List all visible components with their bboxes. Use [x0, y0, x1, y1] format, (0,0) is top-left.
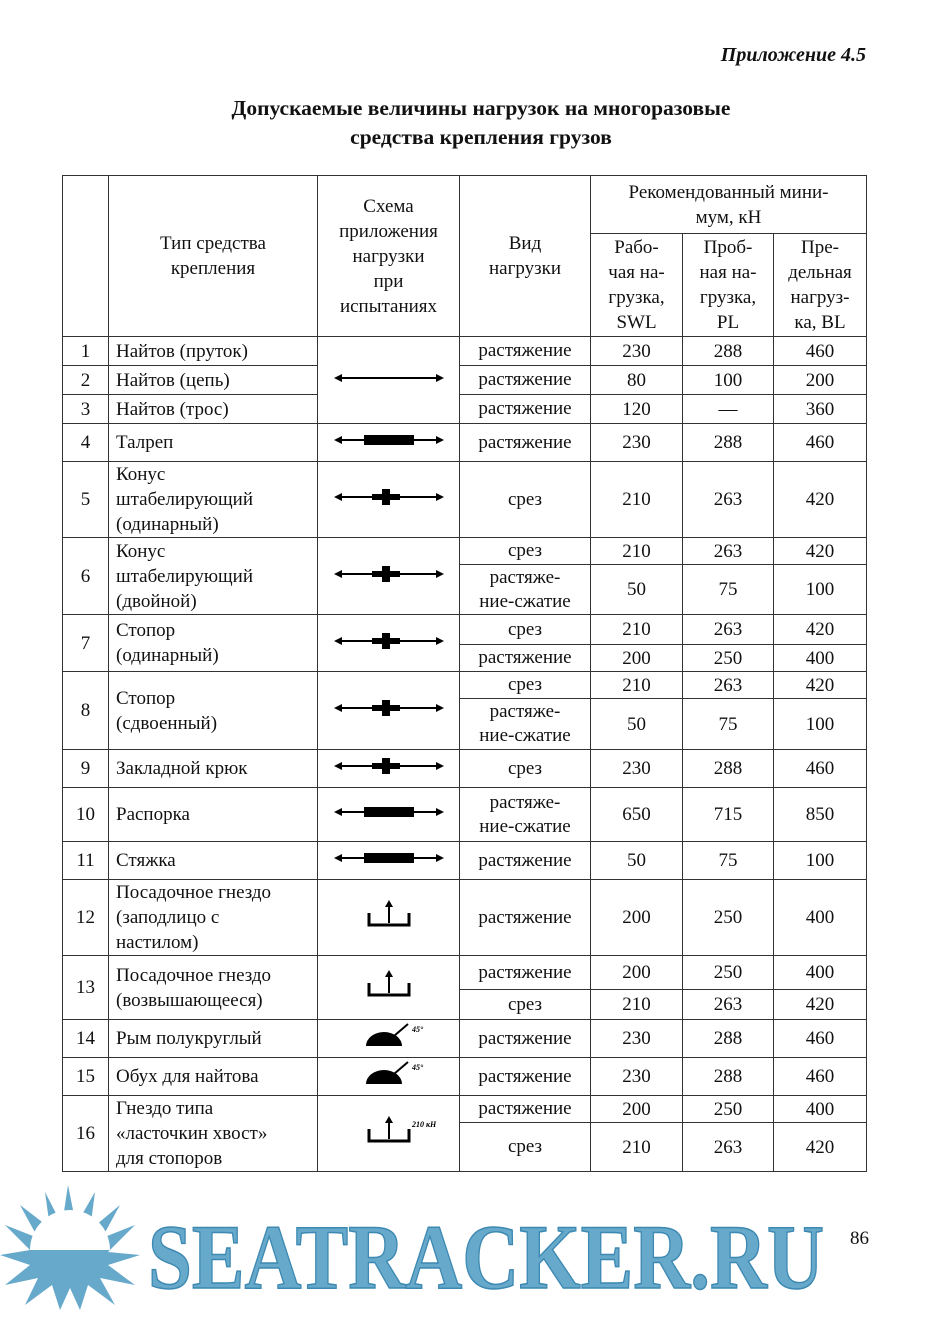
double-cone-scheme-icon: [324, 558, 454, 588]
bl-value: 200: [774, 366, 867, 395]
row-number: 13: [63, 956, 109, 1020]
bl-value: 460: [774, 424, 867, 462]
fastener-type: Обух для найтова: [109, 1058, 318, 1096]
row-number: 4: [63, 424, 109, 462]
turnbuckle-scheme-icon: [324, 424, 454, 454]
pl-value: 288: [683, 337, 774, 366]
load-kind: срез: [460, 615, 591, 645]
table-row: [63, 1096, 867, 1123]
bl-value: 460: [774, 750, 867, 788]
header-bl: Пре- дельная нагруз- ка, BL: [774, 234, 867, 337]
raised-socket-scheme-icon: [324, 969, 454, 999]
table-row: [63, 788, 867, 842]
bl-value: 420: [774, 462, 867, 538]
load-scheme: [318, 750, 460, 788]
pl-value: 288: [683, 1058, 774, 1096]
load-scheme: [318, 337, 460, 424]
bl-value: 420: [774, 615, 867, 645]
pl-value: 75: [683, 565, 774, 615]
tie-scheme-icon: [324, 842, 454, 872]
load-kind: растяжение: [460, 395, 591, 424]
load-kind: растяжение: [460, 880, 591, 956]
fastener-type: Посадочное гнездо (возвышающееся): [109, 956, 318, 1020]
fastener-type: Найтов (пруток): [109, 337, 318, 366]
load-kind: растяже- ние-сжатие: [460, 565, 591, 615]
table-row: [63, 424, 867, 462]
bl-value: 100: [774, 565, 867, 615]
swl-value: 230: [591, 1020, 683, 1058]
lashing-rod-scheme-icon: [324, 362, 454, 392]
sun-icon: [0, 1185, 140, 1310]
pl-value: 263: [683, 672, 774, 699]
pl-value: 263: [683, 990, 774, 1020]
swl-value: 230: [591, 337, 683, 366]
row-number: 2: [63, 366, 109, 395]
load-kind: растяжение: [460, 424, 591, 462]
pl-value: 263: [683, 1123, 774, 1172]
swl-value: 210: [591, 990, 683, 1020]
row-number: 16: [63, 1096, 109, 1172]
watermark-text: SEATRACKER.RU: [148, 1206, 824, 1308]
swl-value: 50: [591, 842, 683, 880]
fastener-type: Гнездо типа «ласточкин хвост» для стопоров: [109, 1096, 318, 1172]
load-scheme: [318, 1020, 460, 1058]
bl-value: 420: [774, 1123, 867, 1172]
load-kind: растяже- ние-сжатие: [460, 699, 591, 750]
flush-socket-scheme-icon: [324, 899, 454, 929]
table-row: [63, 395, 867, 424]
bl-value: 420: [774, 672, 867, 699]
row-number: 1: [63, 337, 109, 366]
d-ring-scheme-icon: [324, 1020, 454, 1050]
header-type: Тип средства крепления: [109, 176, 318, 337]
fastener-type: Стяжка: [109, 842, 318, 880]
lashing-eye-scheme-icon: [324, 1058, 454, 1088]
load-kind: растяжение: [460, 1020, 591, 1058]
swl-value: 50: [591, 699, 683, 750]
swl-value: 650: [591, 788, 683, 842]
swl-value: 210: [591, 672, 683, 699]
bl-value: 460: [774, 1020, 867, 1058]
pl-value: 288: [683, 750, 774, 788]
load-scheme: [318, 842, 460, 880]
pl-value: 75: [683, 842, 774, 880]
bl-value: 360: [774, 395, 867, 424]
fastener-type: Стопор (одинарный): [109, 615, 318, 672]
fastener-type: Найтов (трос): [109, 395, 318, 424]
appendix-label: Приложение 4.5: [720, 44, 866, 66]
load-kind: растяжение: [460, 645, 591, 672]
load-kind: срез: [460, 462, 591, 538]
table-row: [63, 880, 867, 956]
row-number: 12: [63, 880, 109, 956]
load-kind: срез: [460, 990, 591, 1020]
row-number: 3: [63, 395, 109, 424]
swl-value: 230: [591, 1058, 683, 1096]
seatracker-watermark-logo: [0, 1180, 830, 1310]
pl-value: 250: [683, 956, 774, 990]
fastener-type: Стопор (сдвоенный): [109, 672, 318, 750]
header-number: [63, 176, 109, 337]
pl-value: 250: [683, 1096, 774, 1123]
double-twistlock-scheme-icon: [324, 692, 454, 722]
pl-value: 263: [683, 462, 774, 538]
table-row: [63, 366, 867, 395]
fastener-type: Распорка: [109, 788, 318, 842]
load-scheme: [318, 672, 460, 750]
load-scheme: [318, 615, 460, 672]
load-scheme: [318, 424, 460, 462]
dovetail-scheme-icon: [324, 1115, 454, 1145]
table-row: [63, 1058, 867, 1096]
bl-value: 400: [774, 645, 867, 672]
bl-value: 400: [774, 880, 867, 956]
swl-value: 230: [591, 424, 683, 462]
row-number: 9: [63, 750, 109, 788]
table-row: [63, 1020, 867, 1058]
pl-value: 263: [683, 538, 774, 565]
fastener-type: Закладной крюк: [109, 750, 318, 788]
bl-value: 850: [774, 788, 867, 842]
page-number: 86: [850, 1228, 869, 1249]
row-number: 11: [63, 842, 109, 880]
swl-value: 120: [591, 395, 683, 424]
row-number: 14: [63, 1020, 109, 1058]
svg-text:45°: 45°: [411, 1025, 423, 1034]
header-swl: Рабо- чая на- грузка, SWL: [591, 234, 683, 337]
load-kind: растяжение: [460, 366, 591, 395]
header-recommended: Рекомендованный мини- мум, кН: [591, 176, 867, 234]
swl-value: 210: [591, 1123, 683, 1172]
loads-table: [62, 175, 867, 1172]
single-twistlock-scheme-icon: [324, 625, 454, 655]
fastener-type: Рым полукруглый: [109, 1020, 318, 1058]
swl-value: 200: [591, 645, 683, 672]
bl-value: 420: [774, 990, 867, 1020]
row-number: 6: [63, 538, 109, 615]
load-kind: растяже- ние-сжатие: [460, 788, 591, 842]
pl-value: 100: [683, 366, 774, 395]
svg-text:45°: 45°: [411, 1063, 423, 1072]
header-load-kind: Вид нагрузки: [460, 176, 591, 337]
fastener-type: Найтов (цепь): [109, 366, 318, 395]
bl-value: 460: [774, 1058, 867, 1096]
load-scheme: [318, 788, 460, 842]
row-number: 8: [63, 672, 109, 750]
bl-value: 400: [774, 1096, 867, 1123]
bl-value: 100: [774, 699, 867, 750]
pl-value: 250: [683, 645, 774, 672]
load-kind: растяжение: [460, 1096, 591, 1123]
table-row: [63, 842, 867, 880]
svg-text:210 кН: 210 кН: [411, 1120, 436, 1129]
row-number: 10: [63, 788, 109, 842]
swl-value: 230: [591, 750, 683, 788]
page-title: Допускаемые величины нагрузок на многоразовые средства крепления грузов: [231, 96, 731, 149]
swl-value: 210: [591, 538, 683, 565]
load-kind: срез: [460, 672, 591, 699]
load-kind: срез: [460, 750, 591, 788]
pl-value: 715: [683, 788, 774, 842]
bl-value: 400: [774, 956, 867, 990]
table-row: [63, 462, 867, 538]
bl-value: 420: [774, 538, 867, 565]
load-kind: растяжение: [460, 956, 591, 990]
fastener-type: Конус штабелирующий (двойной): [109, 538, 318, 615]
load-scheme: [318, 880, 460, 956]
bl-value: 100: [774, 842, 867, 880]
pl-value: 75: [683, 699, 774, 750]
header-scheme: Схема приложения нагрузки при испытаниях: [318, 176, 460, 337]
swl-value: 80: [591, 366, 683, 395]
load-scheme: [318, 1058, 460, 1096]
fastener-type: Конус штабелирующий (одинарный): [109, 462, 318, 538]
pl-value: 288: [683, 1020, 774, 1058]
load-kind: растяжение: [460, 842, 591, 880]
swl-value: 200: [591, 1096, 683, 1123]
table-row: [63, 956, 867, 990]
single-cone-scheme-icon: [324, 481, 454, 511]
row-number: 7: [63, 615, 109, 672]
swl-value: 210: [591, 615, 683, 645]
load-kind: срез: [460, 538, 591, 565]
strut-scheme-icon: [324, 796, 454, 826]
table-row: [63, 615, 867, 645]
pl-value: 288: [683, 424, 774, 462]
load-kind: растяжение: [460, 1058, 591, 1096]
table-row: [63, 538, 867, 565]
swl-value: 50: [591, 565, 683, 615]
header-pl: Проб- ная на- грузка, PL: [683, 234, 774, 337]
table-row: [63, 672, 867, 699]
load-kind: срез: [460, 1123, 591, 1172]
load-scheme: [318, 956, 460, 1020]
load-scheme: [318, 538, 460, 615]
bl-value: 460: [774, 337, 867, 366]
pl-value: 263: [683, 615, 774, 645]
pl-value: 250: [683, 880, 774, 956]
fastener-type: Талреп: [109, 424, 318, 462]
load-scheme: [318, 462, 460, 538]
fastener-type: Посадочное гнездо (заподлицо с настилом): [109, 880, 318, 956]
swl-value: 210: [591, 462, 683, 538]
load-scheme: [318, 1096, 460, 1172]
row-number: 5: [63, 462, 109, 538]
table-row: [63, 750, 867, 788]
swl-value: 200: [591, 880, 683, 956]
table-row: [63, 337, 867, 366]
swl-value: 200: [591, 956, 683, 990]
hook-scheme-icon: [324, 750, 454, 780]
row-number: 15: [63, 1058, 109, 1096]
load-kind: растяжение: [460, 337, 591, 366]
pl-value: —: [683, 395, 774, 424]
